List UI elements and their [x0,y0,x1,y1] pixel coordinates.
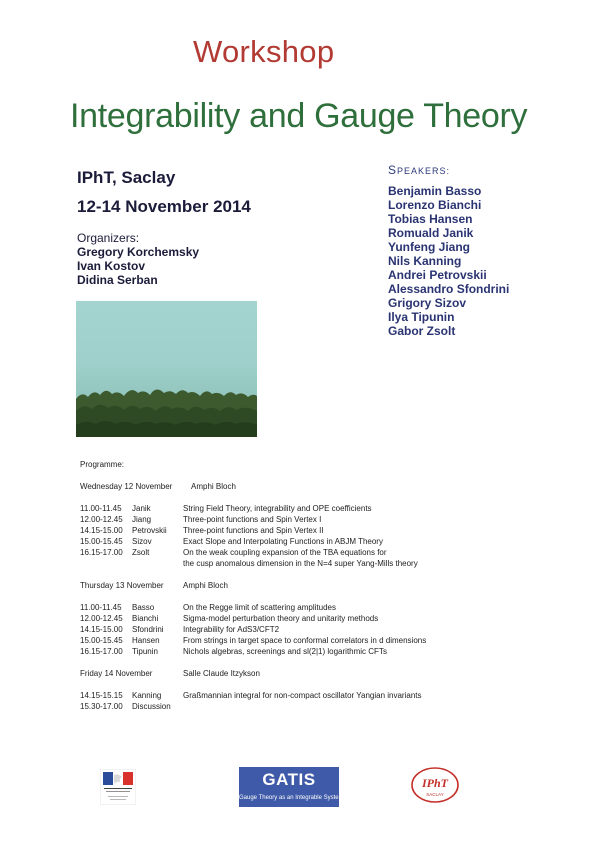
talk-row [80,647,387,656]
speakers-label-rest: PEAKERS: [397,166,451,176]
talk-title: Integrability for AdS3/CFT2 [183,625,280,634]
ipht-logo-name: IPhT [421,776,449,790]
workshop-subtitle: Integrability and Gauge Theory [70,97,528,135]
talk-speaker: Janik [132,504,151,513]
day-header [80,669,260,678]
speaker-name: Ilya Tipunin [388,310,455,324]
talk-row [80,691,422,700]
talk-title: String Field Theory, integrability and OPE coefficients [183,504,372,513]
talk-speaker: Sizov [132,537,152,546]
talk-row [80,625,279,634]
organizers-label: Organizers: [77,231,140,245]
gatis-logo-name: GATIS [262,770,316,789]
day-room: Amphi Bloch [183,581,228,590]
venue: IPhT, Saclay [77,168,176,187]
talk-title: Exact Slope and Interpolating Functions in ABJM Theory [183,537,383,546]
talk-speaker: Jiang [132,515,152,524]
talk-time: 15.00-15.45 [80,636,123,645]
gatis-logo [239,767,344,807]
talk-time: 11.00-11.45 [80,504,122,513]
talk-title: Graßmannian integral for non-compact oscillator Yangian invariants [183,691,422,700]
day-header [80,581,228,590]
talk-time: 15.30-17.00 [80,702,123,711]
talk-speaker: Tipunin [132,647,158,656]
talk-time: 15.00-15.45 [80,537,123,546]
day-name: Thursday 13 November [80,581,164,590]
talk-title: Three-point functions and Spin Vertex II [183,526,324,535]
talk-title: From strings in target space to conformal correlators in d dimensions [183,636,427,645]
talk-row [80,603,336,612]
talk-time: 16.15-17.00 [80,548,123,557]
talk-title-continuation: the cusp anomalous dimension in the N=4 super Yang-Mills theory [183,559,418,568]
gatis-logo-tagline: Gauge Theory as an Integrable System [239,795,344,801]
speakers-label [388,163,450,177]
talk-row [80,636,426,645]
republique-francaise-logo [100,769,136,805]
talk-time: 14.15-15.15 [80,691,123,700]
talk-time: 14.15-15.00 [80,625,123,634]
ipht-logo-sub: SACLAY [426,792,444,797]
talk-title: Sigma-model perturbation theory and unitarity methods [183,614,379,623]
speaker-name: Tobias Hansen [388,212,473,226]
talk-row [80,702,183,711]
talk-row [80,548,387,557]
talk-time: 12.00-12.45 [80,515,123,524]
talk-row [80,537,383,546]
talk-speaker: Hansen [132,636,160,645]
talk-title: Nichols algebras, screenings and sl(2|1) logarithmic CFTs [183,647,387,656]
talk-speaker: Kanning [132,691,162,700]
day-name: Friday 14 November [80,669,153,678]
organizer-name: Ivan Kostov [77,259,146,273]
speakers-label-initial: S [388,163,398,177]
landscape-photo [76,301,257,437]
organizer-name: Gregory Korchemsky [77,245,200,259]
ipht-logo [410,765,460,805]
talk-row [80,614,378,623]
talk-time: 16.15-17.00 [80,647,123,656]
talk-time: 11.00-11.45 [80,603,122,612]
talk-speaker: Petrovskii [132,526,167,535]
talk-title: On the weak coupling expansion of the TBA equations for [183,548,387,557]
talk-speaker: Basso [132,603,155,612]
speaker-name: Andrei Petrovskii [388,268,487,282]
speaker-name: Grigory Sizov [388,296,467,310]
talk-row [80,526,324,535]
speaker-name: Benjamin Basso [388,184,482,198]
talk-speaker: Zsolt [132,548,150,557]
talk-row-continuation [80,559,418,568]
organizer-name: Didina Serban [77,273,158,287]
day-room: Salle Claude Itzykson [183,669,260,678]
dates: 12-14 November 2014 [77,197,251,216]
programme-label: Programme: [80,460,125,469]
workshop-title: Workshop [193,34,335,69]
speaker-name: Nils Kanning [388,254,462,268]
speaker-name: Romuald Janik [388,226,474,240]
speaker-name: Gabor Zsolt [388,324,456,338]
speaker-name: Alessandro Sfondrini [388,282,510,296]
talk-row [80,515,321,524]
speaker-name: Yunfeng Jiang [388,240,471,254]
talk-time: 14.15-15.00 [80,526,123,535]
talk-title: On the Regge limit of scattering amplitudes [183,603,336,612]
talk-time: 12.00-12.45 [80,614,123,623]
talk-speaker: Bianchi [132,614,159,623]
talk-speaker: Sfondrini [132,625,164,634]
talk-speaker: Discussion [132,702,171,711]
day-name: Wednesday 12 November [80,482,173,491]
treeline-image [76,381,257,437]
talk-title: Three-point functions and Spin Vertex I [183,515,322,524]
talk-row [80,504,372,513]
day-room: Amphi Bloch [191,482,236,491]
speaker-name: Lorenzo Bianchi [388,198,482,212]
day-header [80,482,236,491]
